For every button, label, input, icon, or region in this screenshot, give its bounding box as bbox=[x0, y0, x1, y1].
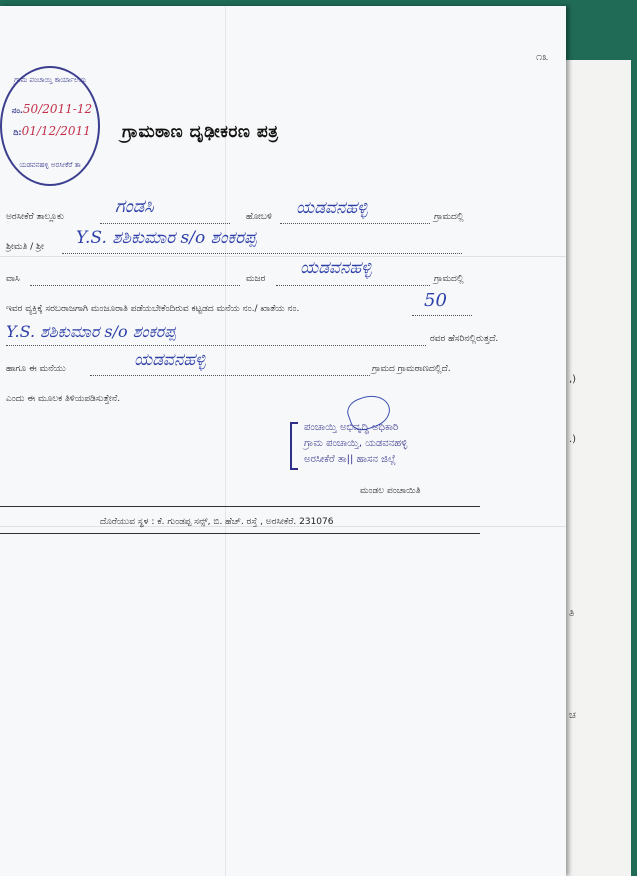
seal-ring-text: ಗ್ರಾಮ ಪಂಚಾಯ್ತಿ ಕಾರ್ಯಾಲಯ bbox=[14, 76, 86, 84]
majara-label: ಮಜರ bbox=[246, 274, 266, 284]
underlying-sheet bbox=[560, 60, 631, 876]
dotted-line bbox=[100, 223, 230, 224]
dotted-line bbox=[412, 315, 472, 316]
office-seal bbox=[0, 66, 100, 186]
printer-footer: ದೊರೆಯುವ ಸ್ಥಳ : ಕೆ. ಗುಂಡಪ್ಪ ಸನ್ಸ್, ಬಿ. ಹೆಚ್. ರಸ್ತೆ , ಅರಸೀಕೆರೆ. 231076 bbox=[100, 517, 334, 527]
taluk-label: ಅರಸೀಕೆರೆ ತಾಲ್ಲೂಕು bbox=[6, 212, 64, 222]
name-label: ಶ್ರೀಮತಿ / ಶ್ರೀ bbox=[6, 242, 44, 252]
residence-label: ವಾಸಿ bbox=[6, 274, 20, 284]
closing-text: ಎಂದು ಈ ಮೂಲಕ ತಿಳಿಯಪಡಿಸುತ್ತೇನೆ. bbox=[6, 394, 121, 404]
owner-suffix: ರವರ ಹೆಸರಿನಲ್ಲಿರುತ್ತದೆ. bbox=[430, 334, 499, 344]
edge-mark: ಚ bbox=[569, 710, 576, 721]
stamp-line-1: ಪಂಚಾಯ್ತಿ ಅಭಿವೃದ್ಧಿ ಅಧಿಕಾರಿ bbox=[304, 422, 399, 433]
village-suffix-2: ಗ್ರಾಮದಲ್ಲಿ bbox=[434, 274, 464, 284]
seal-number: ನಂ.50/2011-12 bbox=[11, 102, 93, 116]
stamp-line-2: ಗ್ರಾಮ ಪಂಚಾಯ್ತಿ, ಯಡವನಹಳ್ಳಿ bbox=[304, 438, 408, 449]
seal-number-value: 50/2011-12 bbox=[22, 102, 93, 116]
dotted-line bbox=[90, 375, 370, 376]
stamp-line-3: ಅರಸೀಕೆರೆ ತಾ|| ಹಾಸನ ಜಿಲ್ಲೆ bbox=[304, 454, 396, 465]
fold-line bbox=[0, 256, 566, 257]
khata-line-text: ಇವರ ವ್ಯಕ್ತಿಕ್ಕೆ ಸರಬರಾಜಗಾಗಿ ಮಂಜೂರಾತಿ ಪಡೆಯಬೇಕೆಂದಿರುವ ಕಟ್ಟಡದ ಮನೆಯ ನಂ./ ಖಾತೆಯ ನಂ. bbox=[6, 304, 300, 314]
house-handwritten: ಯಡವನಹಳ್ಳಿ bbox=[134, 350, 206, 370]
seal-bottom-text: ಯಡವನಹಳ್ಳಿ ಅರಸೀಕೆರೆ ತಾ bbox=[19, 161, 81, 169]
village-suffix: ಗ್ರಾಮದಲ್ಲಿ bbox=[434, 212, 464, 222]
dotted-line bbox=[280, 223, 430, 224]
dotted-line bbox=[62, 253, 462, 254]
house-label: ಹಾಗೂ ಈ ಮನೆಯು bbox=[6, 364, 66, 374]
seal-date-value: 01/12/2011 bbox=[21, 124, 91, 138]
divider bbox=[0, 506, 480, 507]
khata-handwritten: 50 bbox=[424, 290, 447, 311]
edge-mark: ತಿ bbox=[569, 608, 575, 619]
edge-mark: .) bbox=[569, 434, 577, 445]
hobli-handwritten: ಯಡವನಹಳ್ಳಿ bbox=[296, 198, 368, 218]
certificate-page bbox=[0, 6, 566, 876]
name-handwritten: Y.S. ಶಶಿಕುಮಾರ s/o ಶಂಕರಪ್ಪ bbox=[76, 228, 257, 248]
page-number: ೧೩ bbox=[536, 50, 549, 63]
dotted-line bbox=[6, 345, 426, 346]
seal-date: ದಿ:01/12/2011 bbox=[13, 124, 91, 138]
hobli-label: ಹೋಬಳಿ bbox=[246, 212, 272, 222]
office-label: ಮಂಡಲ ಪಂಚಾಯಿತಿ bbox=[360, 486, 421, 496]
majara-handwritten: ಯಡವನಹಳ್ಳಿ bbox=[300, 258, 372, 278]
dotted-line bbox=[276, 285, 430, 286]
house-suffix: ಗ್ರಾಮದ ಗ್ರಾಮಠಾಣದಲ್ಲಿದೆ. bbox=[372, 364, 451, 374]
edge-mark: ,) bbox=[569, 374, 577, 385]
taluk-handwritten: ಗಂಡಸಿ bbox=[115, 196, 154, 217]
stamp-bracket bbox=[290, 422, 298, 470]
owner-handwritten: Y.S. ಶಶಿಕುಮಾರ s/o ಶಂಕರಪ್ಪ bbox=[6, 322, 176, 341]
divider bbox=[0, 533, 480, 534]
document-title: ಗ್ರಾಮಠಾಣ ದೃಢೀಕರಣ ಪತ್ರ bbox=[122, 122, 279, 142]
dotted-line bbox=[30, 285, 240, 286]
officer-stamp bbox=[290, 420, 496, 472]
